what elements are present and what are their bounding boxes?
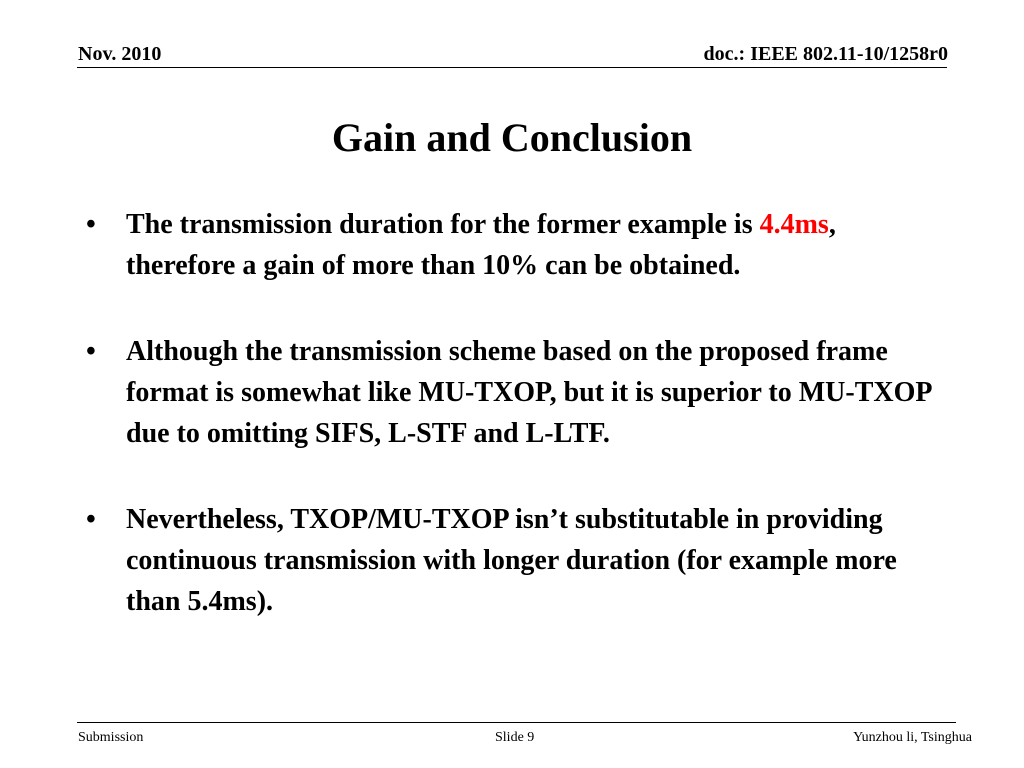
header-date: Nov. 2010: [78, 43, 162, 65]
footer-submission: Submission: [78, 730, 144, 745]
bullet-dot-icon: •: [86, 336, 96, 367]
bullet-item: [84, 499, 944, 622]
bullet-text: Nevertheless, TXOP/MU-TXOP isn’t substitutable in providing continuous transmission with longer duration (for example more than 5.4ms).: [126, 504, 897, 617]
footer-slide-number: Slide 9: [495, 730, 535, 745]
bullet-text: Although the transmission scheme based on the proposed frame format is somewhat like MU-TXOP, but it is superior to MU-TXOP due to omitting SIFS, L-STF and L-LTF.: [126, 336, 931, 449]
bullet-list: [84, 204, 944, 622]
bullet-item: [84, 204, 944, 286]
bullet-item: [84, 331, 944, 454]
footer-divider: [77, 722, 956, 723]
footer-author: Yunzhou li, Tsinghua: [853, 730, 972, 745]
header-doc-id: doc.: IEEE 802.11-10/1258r0: [703, 43, 948, 65]
bullet-text-start: The transmission duration for the former example is: [126, 209, 760, 240]
bullet-text-end: , therefore a gain of more than 10% can be obtained.: [126, 209, 836, 281]
header-divider: [77, 67, 947, 68]
highlighted-duration: 4.4ms: [759, 209, 829, 240]
bullet-dot-icon: •: [86, 504, 96, 535]
bullet-dot-icon: •: [86, 209, 96, 240]
slide-title: Gain and Conclusion: [331, 115, 693, 160]
